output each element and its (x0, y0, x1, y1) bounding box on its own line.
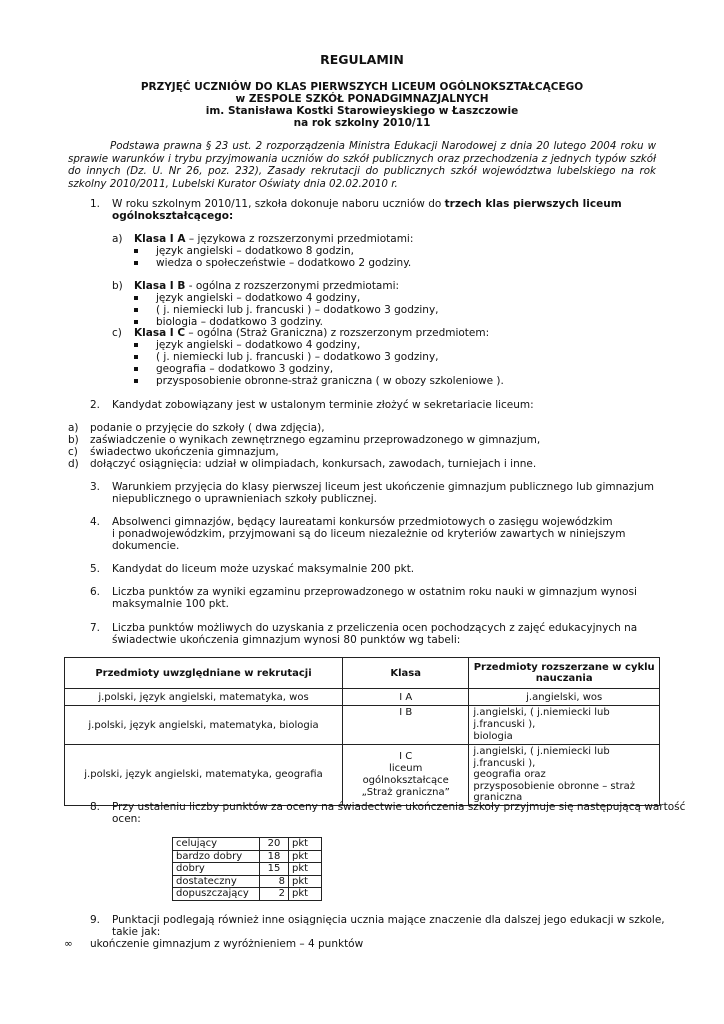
class-a-letter: a) (112, 233, 123, 245)
doc-item: świadectwo ukończenia gimnazjum, (90, 446, 279, 458)
table-row (65, 745, 660, 806)
section-9-text: Punktacji podlegają również inne osiągnięcia ucznia mające znaczenie dla dalszej jego edukacji w szkole, (112, 914, 665, 926)
class-b-subjects (156, 292, 439, 328)
doc-item: zaświadczenie o wynikach zewnętrznego egzaminu przeprowadzonego w gimnazjum, (90, 434, 541, 446)
section-7-text: Liczba punktów możliwych do uzyskania z przeliczenia ocen pochodzących z zajęć edukacyjnych na (112, 622, 638, 634)
list-item: biologia – dodatkowo 3 godziny. (156, 316, 439, 328)
section-6-number: 6. (89, 586, 100, 598)
class-b-heading: Klasa I B - ogólna z rozszerzonymi przedmiotami: (134, 280, 400, 292)
list-item: język angielski – dodatkowo 4 godziny, (156, 339, 504, 351)
class-c-letter: c) (112, 327, 122, 339)
list-item: geografia – dodatkowo 3 godziny, (156, 363, 504, 375)
infinity-bullet-icon: ∞ (64, 938, 73, 950)
subtitle-line-1: PRZYJĘĆ UCZNIÓW DO KLAS PIERWSZYCH LICEUM OGÓLNOKSZTAŁCĄCEGO (140, 81, 584, 93)
document-title: REGULAMIN (320, 52, 404, 67)
section-5-text: Kandydat do liceum może uzyskać maksymalnie 200 pkt. (112, 563, 415, 575)
list-item: język angielski – dodatkowo 4 godziny, (156, 292, 439, 304)
grade-points: 18 (260, 850, 289, 863)
doc-letter: a) (68, 422, 79, 434)
list-item: ( j. niemiecki lub j. francuski ) – dodatkowo 3 godziny, (156, 351, 504, 363)
doc-item: dołączyć osiągnięcia: udział w olimpiadach, konkursach, zawodach, turniejach i inne. (90, 458, 537, 470)
section-4-text: Absolwenci gimnazjów, będący laureatami konkursów przedmiotowych o zasięgu wojewódzkim (112, 516, 613, 528)
table-row (65, 689, 660, 706)
doc-letter: d) (68, 458, 79, 470)
list-item: wiedza o społeczeństwie – dodatkowo 2 godziny. (156, 257, 412, 269)
table-row (173, 850, 322, 863)
legal-basis-paragraph: Podstawa prawna § 23 ust. 2 rozporządzenia Ministra Edukacji Narodowej z dnia 20 lutego 2004 roku w sprawie warunków i trybu przyjmowania uczniów do szkół publicznych oraz przechodzenia z jednych typów szkół do innych (Dz. U. Nr 26, poz. 232), Zasady rekrutacji do publicznych szkół województwa lubelskiego na rok szkolny 2010/2011, Lubelski Kurator Oświaty dnia 02.02.2010 r. (68, 140, 656, 190)
table-cell: j.angielski, ( j.niemiecki lub j.francuski ), geografia oraz przysposobienie obronne – straż graniczna (469, 745, 660, 806)
section-6-text-cont: maksymalnie 100 pkt. (112, 598, 229, 610)
section-7-number: 7. (89, 622, 100, 634)
grade-name: bardzo dobry (173, 850, 260, 863)
section-3-number: 3. (89, 481, 100, 493)
list-item: ( j. niemiecki lub j. francuski ) – dodatkowo 3 godziny, (156, 304, 439, 316)
class-c-subjects (156, 339, 504, 387)
grade-unit: pkt (289, 888, 322, 901)
doc-letter: c) (68, 446, 78, 458)
table-cell: j.angielski, wos (469, 689, 660, 706)
section-9-text-cont: takie jak: (112, 926, 161, 938)
section-8-number: 8. (89, 801, 100, 813)
subtitle-line-4: na rok szkolny 2010/11 (293, 117, 431, 129)
section-5-number: 5. (89, 563, 100, 575)
section-9-number: 9. (89, 914, 100, 926)
table-cell: j.polski, język angielski, matematyka, geografia (65, 745, 343, 806)
table-row (173, 888, 322, 901)
list-item: przysposobienie obronne-straż graniczna ( w obozy szkoleniowe ). (156, 375, 504, 387)
grade-name: dobry (173, 863, 260, 876)
section-8-text: Przy ustaleniu liczby punktów za oceny na świadectwie ukończenia szkoły przyjmuje się następującą wartość (112, 801, 686, 813)
grade-points: 2 (260, 888, 289, 901)
class-c-heading: Klasa I C – ogólna (Straż Graniczna) z rozszerzonym przedmiotem: (134, 327, 490, 339)
table-row (173, 838, 322, 851)
grade-unit: pkt (289, 875, 322, 888)
column-header: Przedmioty uwzględniane w rekrutacji (65, 658, 343, 689)
grade-unit: pkt (289, 863, 322, 876)
grade-unit: pkt (289, 838, 322, 851)
points-table (64, 657, 660, 806)
subtitle-line-3: im. Stanisława Kostki Starowieyskiego w Łaszczowie (205, 105, 519, 117)
section-1-number: 1. (89, 198, 100, 210)
grade-name: celujący (173, 838, 260, 851)
grade-points: 15 (260, 863, 289, 876)
grade-unit: pkt (289, 850, 322, 863)
doc-letter: b) (68, 434, 79, 446)
table-cell: j.polski, język angielski, matematyka, biologia (65, 706, 343, 745)
table-cell: j.polski, język angielski, matematyka, wos (65, 689, 343, 706)
class-a-subjects (156, 245, 411, 269)
section-4-text-cont: dokumencie. (112, 540, 180, 552)
grade-points: 20 (260, 838, 289, 851)
grade-points: 8 (260, 875, 289, 888)
table-cell: I A (343, 689, 469, 706)
class-a-heading: Klasa I A – językowa z rozszerzonymi przedmiotami: (134, 233, 414, 245)
section-4-text-cont: i ponadwojewódzkim, przyjmowani są do liceum niezależnie od kryteriów zawartych w niniejszym (112, 528, 626, 540)
doc-item: podanie o przyjęcie do szkoły ( dwa zdjęcia), (90, 422, 325, 434)
section-2-number: 2. (89, 399, 100, 411)
subtitle-line-2: w ZESPOLE SZKÓŁ PONADGIMNAZJALNYCH (235, 93, 489, 105)
section-6-text: Liczba punktów za wyniki egzaminu przeprowadzonego w ostatnim roku nauki w gimnazjum wynosi (112, 586, 637, 598)
class-b-letter: b) (112, 280, 123, 292)
section-7-text-cont: świadectwie ukończenia gimnazjum wynosi 80 punktów wg tabeli: (112, 634, 461, 646)
column-header: Klasa (343, 658, 469, 689)
grades-table (172, 837, 322, 901)
section-1-text: W roku szkolnym 2010/11, szkoła dokonuje naboru uczniów do trzech klas pierwszych liceum (112, 198, 622, 210)
section-2-text: Kandydat zobowiązany jest w ustalonym terminie złożyć w sekretariacie liceum: (112, 399, 534, 411)
section-3-text-cont: niepublicznego o uprawnieniach szkoły publicznej. (112, 493, 378, 505)
column-header: Przedmioty rozszerzane w cyklu nauczania (469, 658, 660, 689)
section-8-text-cont: ocen: (112, 813, 141, 825)
grade-name: dostateczny (173, 875, 260, 888)
table-row (65, 706, 660, 745)
grade-name: dopuszczający (173, 888, 260, 901)
table-row (173, 863, 322, 876)
list-item: język angielski – dodatkowo 8 godzin, (156, 245, 411, 257)
table-cell: I B (343, 706, 469, 745)
table-cell: j.angielski, ( j.niemiecki lub j.francuski ), biologia (469, 706, 660, 745)
achievement-item: ukończenie gimnazjum z wyróżnieniem – 4 punktów (90, 938, 364, 950)
table-cell: I C liceum ogólnokształcące „Straż graniczna” (343, 745, 469, 806)
table-header-row (65, 658, 660, 689)
section-1-text-cont: ogólnokształcącego: (112, 210, 234, 222)
section-3-text: Warunkiem przyjęcia do klasy pierwszej liceum jest ukończenie gimnazjum publicznego lub gimnazjum (112, 481, 654, 493)
table-row (173, 875, 322, 888)
section-4-number: 4. (89, 516, 100, 528)
